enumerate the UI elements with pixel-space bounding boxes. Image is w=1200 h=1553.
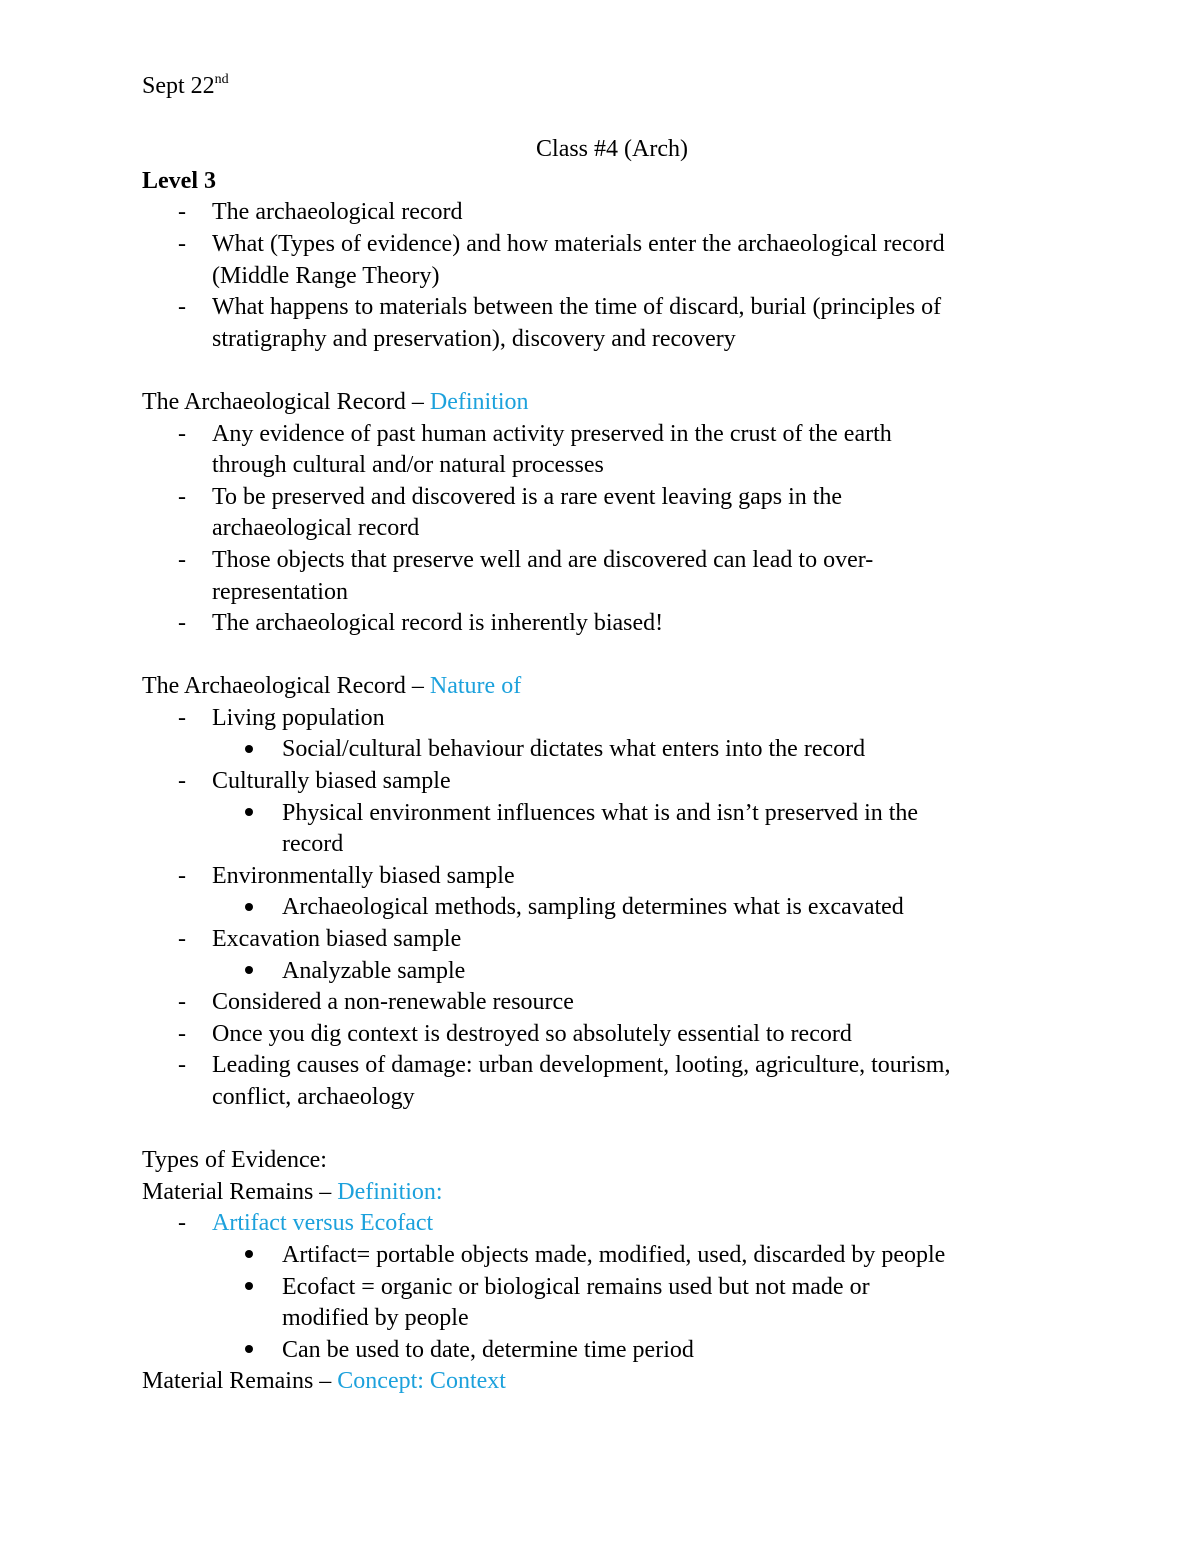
evidence-list	[142, 1208, 1082, 1366]
dash-marker: -	[178, 294, 186, 321]
dash-marker: -	[178, 1052, 186, 1079]
section-material-definition-title: Material Remains – Definition:	[142, 1178, 443, 1205]
section-nature-title: The Archaeological Record – Nature of	[142, 673, 522, 700]
list-item: - Once you dig context is destroyed so absolutely essential to record	[142, 1019, 1082, 1051]
list-item: Social/cultural behaviour dictates what enters into the record	[142, 734, 1082, 766]
list-item: Physical environment influences what is and isn’t preserved in the record	[142, 798, 1082, 861]
list-item: - Artifact versus Ecofact Artifact= portable objects made, modified, used, discarded by people Ecofact = organic or biological remains used but not made or modified by people Can be used to date, determine time period	[142, 1208, 1082, 1366]
page-title: Class #4 (Arch)	[536, 136, 688, 163]
dash-marker: -	[178, 546, 186, 573]
dash-marker: -	[178, 230, 186, 257]
bullet-icon	[245, 903, 253, 911]
dash-marker: -	[178, 483, 186, 510]
list-item: - Excavation biased sample Analyzable sample	[142, 924, 1082, 987]
dash-marker: -	[178, 420, 186, 447]
list-item: - Leading causes of damage: urban development, looting, agriculture, tourism, conflict, archaeology	[178, 1052, 951, 1110]
list-item: - Considered a non-renewable resource	[142, 987, 1082, 1019]
level-heading: Level 3	[142, 167, 216, 194]
bullet-icon	[245, 1282, 253, 1290]
list-item: Can be used to date, determine time period	[142, 1335, 1082, 1367]
date-line	[142, 71, 1082, 103]
definition-list	[142, 419, 1082, 640]
bullet-icon	[245, 966, 253, 974]
dash-marker: -	[178, 768, 186, 795]
section-context-title: Material Remains – Concept: Context	[142, 1368, 506, 1395]
list-item: - What (Types of evidence) and how materials enter the archaeological record (Middle Range Theory)	[178, 230, 945, 289]
list-item: - To be preserved and discovered is a rare event leaving gaps in the archaeological record	[178, 483, 843, 542]
list-item: Ecofact = organic or biological remains used but not made or modified by people	[142, 1272, 1082, 1335]
dash-marker: -	[178, 989, 186, 1016]
bullet-icon	[245, 1250, 253, 1258]
list-item: Analyzable sample	[142, 956, 1082, 988]
dash-marker: -	[178, 862, 186, 889]
section-definition-title: The Archaeological Record – Definition	[142, 388, 529, 415]
bullet-icon	[245, 1345, 253, 1353]
bullet-icon	[245, 745, 253, 753]
nature-list	[142, 703, 1082, 1114]
list-item: - The archaeological record	[142, 197, 1082, 229]
date-suffix: nd	[214, 72, 229, 87]
list-item: - Culturally biased sample Physical environment influences what is and isn’t preserved in the record	[142, 766, 1082, 861]
dash-marker: -	[178, 1020, 186, 1047]
list-item: - Environmentally biased sample Archaeological methods, sampling determines what is excavated	[142, 861, 1082, 924]
list-item: - Any evidence of past human activity preserved in the crust of the earth through cultural and/or natural processes	[178, 420, 892, 479]
list-item: - What happens to materials between the time of discard, burial (principles of stratigraphy and preservation), discovery and recovery	[178, 294, 942, 352]
dash-marker: -	[178, 704, 186, 731]
dash-marker: -	[178, 610, 186, 637]
document-body	[142, 71, 1082, 1398]
dash-marker: -	[178, 926, 186, 953]
list-item: - The archaeological record is inherently biased!	[142, 608, 1082, 640]
list-item: - Those objects that preserve well and are discovered can lead to over- representation	[178, 546, 874, 605]
level-list	[142, 197, 1082, 355]
bullet-icon	[245, 808, 253, 816]
date-text: Sept 22	[142, 73, 215, 99]
dash-marker: -	[178, 1210, 186, 1237]
list-item: Artifact= portable objects made, modified, used, discarded by people	[142, 1240, 1082, 1272]
list-item: - Living population Social/cultural behaviour dictates what enters into the record	[142, 703, 1082, 766]
dash-marker: -	[178, 199, 186, 226]
list-item: Archaeological methods, sampling determines what is excavated	[142, 892, 1082, 924]
evidence-heading: Types of Evidence:	[142, 1147, 327, 1174]
